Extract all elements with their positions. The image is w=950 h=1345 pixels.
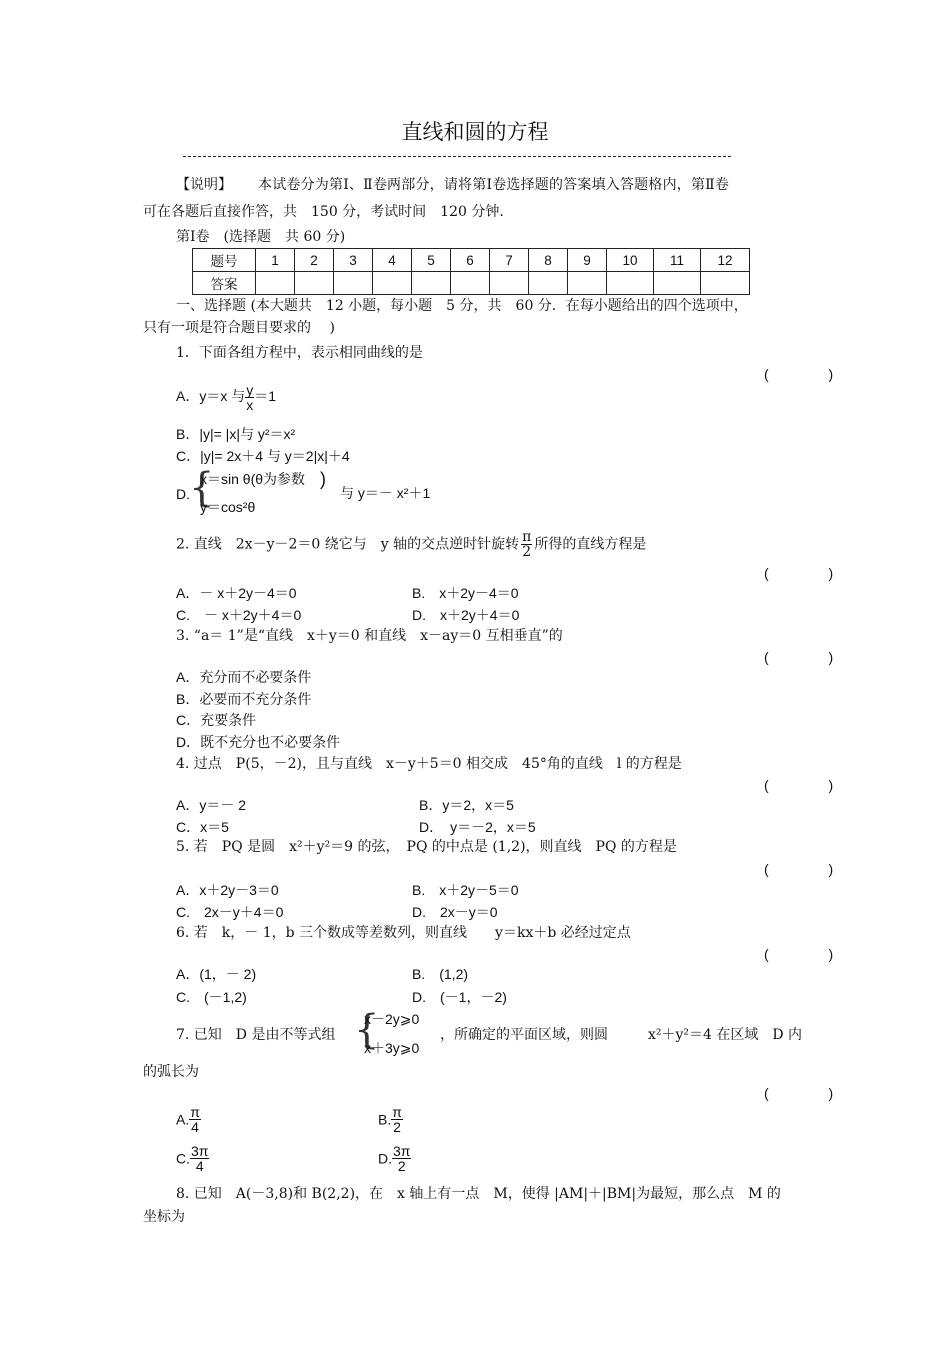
q1-left-brace: { [189,465,215,511]
q3-stem: 3. “a＝ 1”是“直线 x＋y＝0 和直线 x－ay＝0 互相垂直”的 [176,628,563,644]
q7-a-den: 4 [191,1119,199,1135]
table-cell: 9 [568,249,607,272]
q7-option-a [189,1105,201,1134]
q4-option-c: C．x＝5 [176,819,229,835]
q5-option-d: D. 2x－y＝0 [412,904,498,920]
intro-line2: 可在各题后直接作答，共 150 分，考试时间 120 分钟. [143,204,504,220]
q7-option-a-label: A. [176,1111,190,1128]
q1-d-post: 与 y＝－ x²＋1 [340,485,431,501]
q5-option-a: A．x＋2y－3＝0 [176,882,279,898]
table-cell: 5 [412,249,451,272]
q7-c-num: 3π [191,1143,209,1159]
q7-option-d [392,1144,411,1173]
table-cell: 2 [295,249,334,272]
q7-option-b-label: B. [378,1111,392,1128]
q7-stem-line2: 的弧长为 [143,1064,199,1080]
q6-option-c: C. (－1,2) [176,989,247,1005]
q1-answer-paren[interactable]: ( ) [764,366,848,382]
q2-num: π [522,529,532,545]
q3-option-c: C．充要条件 [176,712,257,728]
q2-answer-paren[interactable]: ( ) [764,565,848,581]
q3-answer-paren[interactable]: ( ) [764,649,848,665]
q7-ineq-bottom: x＋3y⩾0 [364,1040,420,1056]
q1-option-c: C．|y|= 2x＋4 与 y＝2|x|＋4 [176,448,350,464]
answer-cell[interactable] [334,272,373,295]
answer-table [192,248,750,295]
q7-answer-paren[interactable]: ( ) [764,1085,848,1101]
answer-cell[interactable] [256,272,295,295]
answer-cell[interactable] [412,272,451,295]
q7-b-num: π [392,1104,402,1120]
table-cell: 11 [654,249,701,272]
q3-option-b: B．必要而不充分条件 [176,691,312,707]
table-cell: 6 [451,249,490,272]
q2-den: 2 [522,544,532,560]
q7-b-den: 2 [393,1119,401,1135]
intro-line1: 本试卷分为第Ⅰ、Ⅱ卷两部分，请将第Ⅰ卷选择题的答案填入答题格内，第Ⅱ卷 [258,177,730,193]
table-row [193,249,750,272]
q2-option-c: C. － x＋2y＋4＝0 [176,607,302,623]
q1-d-close-paren: ) [320,469,326,489]
section-line2: 只有一项是符合题目要求的 ) [143,320,335,336]
answer-cell[interactable] [529,272,568,295]
q7-stem-mid: ，所确定的平面区域，则圆 [440,1027,608,1043]
answer-cell[interactable] [568,272,607,295]
q4-answer-paren[interactable]: ( ) [764,777,848,793]
q3-option-d: D．既不充分也不必要条件 [176,734,341,750]
q1-option-a: A．y＝x 与 [176,388,246,405]
row2-label: 答案 [193,272,256,295]
table-cell: 7 [490,249,529,272]
q7-option-b [391,1105,403,1134]
q1-option-b: B．|y|= |x|与 y²＝x² [176,426,296,442]
q7-left-brace: { [354,1007,380,1053]
page-title: 直线和圆的方程 [401,120,549,144]
q5-option-b: B. x＋2y－5＝0 [412,882,519,898]
answer-cell[interactable] [295,272,334,295]
row1-label: 题号 [193,249,256,272]
table-cell: 1 [256,249,295,272]
q7-stem-pre: 7. 已知 D 是由不等式组 [176,1027,336,1043]
q2-stem-post: 所得的直线方程是 [534,536,647,553]
q6-option-a: A．(1，－ 2) [176,966,257,982]
table-cell: 4 [373,249,412,272]
q7-c-den: 4 [195,1158,204,1174]
q6-option-b: B. (1,2) [412,966,469,982]
q2-stem-pre: 2. 直线 2x－y－2＝0 绕它与 y 轴的交点逆时针旋转 [176,536,520,553]
section-line1: 一、选择题 (本大题共 12 小题，每小题 5 分，共 60 分．在每小题给出的四个选项中， [176,298,748,314]
q5-option-c: C. 2x－y＋4＝0 [176,904,284,920]
q2-option-a: A．－ x＋2y－4＝0 [176,585,297,601]
table-cell: 3 [334,249,373,272]
answer-cell[interactable] [373,272,412,295]
q8-line1: 8. 已知 A(－3,8)和 B(2,2)，在 x 轴上有一点 M，使得 |AM|＋|BM|为最短，那么点 M 的 [176,1186,781,1202]
q2-fraction [521,530,532,559]
table-row [193,272,750,295]
q8-line2: 坐标为 [143,1209,185,1225]
q1-a-den: x [246,397,254,413]
intro-tag: 【说明】 [176,177,232,193]
table-cell: 8 [529,249,568,272]
q7-stem-end: x²＋y²＝4 在区域 D 内 [648,1027,803,1043]
q5-stem: 5. 若 PQ 是圆 x²＋y²＝9 的弦， PQ 的中点是 (1,2)，则直线 PQ 的方程是 [176,839,677,855]
q7-option-c-label: C. [176,1150,190,1167]
q7-d-den: 2 [397,1158,406,1174]
q7-option-c [190,1144,209,1173]
q6-option-d: D. (－1，－2) [412,989,507,1005]
q1-a-post: ＝1 [254,388,277,405]
q7-ineq-top: x－2y⩾0 [364,1011,420,1027]
q1-a-fraction [245,383,254,412]
q4-stem: 4. 过点 P(5，－2)，且与直线 x－y＋5＝0 相交成 45°角的直线 l 的方程是 [176,756,682,772]
q4-option-d: D． y＝－2，x＝5 [419,819,536,835]
q1-stem: 1．下面各组方程中，表示相同曲线的是 [176,345,423,361]
q7-option-d-label: D. [378,1150,392,1167]
q6-stem: 6. 若 k，－ 1，b 三个数成等差数列，则直线 y＝kx＋b 必经过定点 [176,925,631,941]
answer-cell[interactable] [654,272,701,295]
q1-d-top: x＝sin θ(θ为参数 [200,471,306,487]
q6-answer-paren[interactable]: ( ) [764,946,848,962]
q1-a-num: y [246,382,254,398]
part1-heading: 第Ⅰ卷 (选择题 共 60 分) [176,229,346,245]
q2-option-d: D. x＋2y＋4＝0 [412,607,520,623]
q7-d-num: 3π [393,1143,411,1159]
answer-cell[interactable] [607,272,654,295]
q1-option-d-label: D. [176,486,190,502]
answer-cell[interactable] [451,272,490,295]
table-cell: 10 [607,249,654,272]
q3-option-a: A．充分而不必要条件 [176,669,312,685]
q4-option-b: B．y＝2，x＝5 [419,797,514,813]
answer-cell[interactable] [701,272,750,295]
title-divider [183,156,731,157]
q4-option-a: A．y＝－ 2 [176,797,247,813]
answer-cell[interactable] [490,272,529,295]
q5-answer-paren[interactable]: ( ) [764,861,848,877]
q7-a-num: π [190,1104,200,1120]
q2-option-b: B. x＋2y－4＝0 [412,585,519,601]
q1-d-bottom: y＝cos²θ [200,499,256,515]
table-cell: 12 [701,249,750,272]
